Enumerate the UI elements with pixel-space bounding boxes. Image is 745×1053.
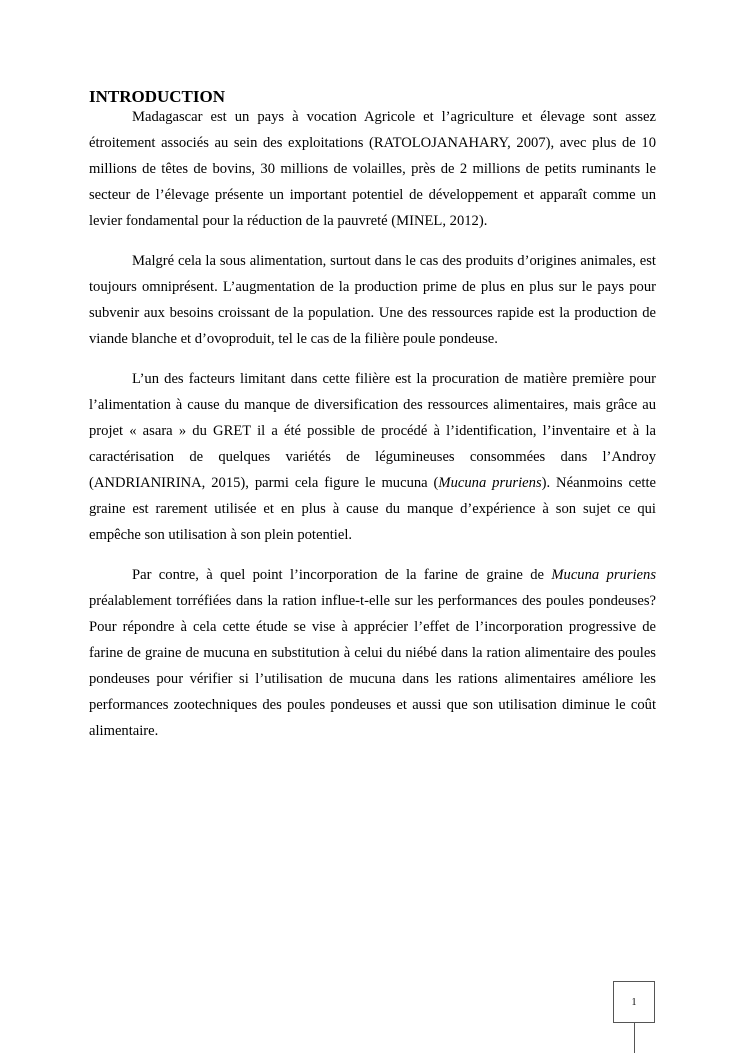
page-number-line xyxy=(634,1023,635,1053)
species-name-italic: Mucuna pruriens xyxy=(438,475,542,491)
paragraph-3-text-b: ). Néanmoins cette graine est rarement utilisée et en plus à cause du manque d’expérience à son sujet ce qui empêche son utilisation à son plein potentiel. xyxy=(89,475,656,543)
paragraph-2: Malgré cela la sous alimentation, surtout dans le cas des produits d’origines animales, est toujours omniprésent. L’augmentation de la production prime de plus en plus sur le pays pour subvenir aux besoins croissant de la population. Une des ressources rapide est la production de viande blanche et d’ovoproduit, tel le cas de la filière poule pondeuse. xyxy=(89,253,656,347)
species-name-italic: Mucuna pruriens xyxy=(551,567,657,583)
page-number-box xyxy=(613,981,655,1023)
section-heading: INTRODUCTION xyxy=(89,87,226,106)
paragraph-4 xyxy=(89,562,656,744)
paragraph-3 xyxy=(89,366,656,548)
paragraph-1: Madagascar est un pays à vocation Agricole et l’agriculture et élevage sont assez étroitement associés au sein des exploitations (RATOLOJANAHARY, 2007), avec plus de 10 millions de têtes de bovins, 30 millions de volailles, près de 2 millions de petits ruminants le secteur de l’élevage présente un important potentiel de développement et apparaît comme un levier fondamental pour la réduction de la pauvreté (MINEL, 2012). xyxy=(89,109,656,229)
paragraph-4-text-b: préalablement torréfiées dans la ration influe-t-elle sur les performances des poules pondeuses? Pour répondre à cela cette étude se vise à apprécier l’effet de l’incorporation progressive de farine de graine de mucuna en substitution à celui du niébé dans la ration alimentaire des poules pondeuses pour vérifier si l’utilisation de mucuna dans les rations alimentaires améliore les performances zootechniques des poules pondeuses et aussi que son utilisation diminue le coût alimentaire. xyxy=(89,593,656,739)
paragraph-4-text-a: Par contre, à quel point l’incorporation de la farine de graine de xyxy=(132,567,552,583)
paragraph-3-text-a: L’un des facteurs limitant dans cette filière est la procuration de matière première pour l’alimentation à cause du manque de diversification des ressources alimentaires, mais grâce au projet « asara » du GRET il a été possible de procédé à l’identification, l’inventaire et à la caractérisation de quelques variétés de légumineuses consommées dans l’Androy (ANDRIANIRINA, 2015), parmi cela figure le mucuna ( xyxy=(89,371,656,491)
page-number: 1 xyxy=(631,996,637,1008)
document-page xyxy=(89,86,656,758)
